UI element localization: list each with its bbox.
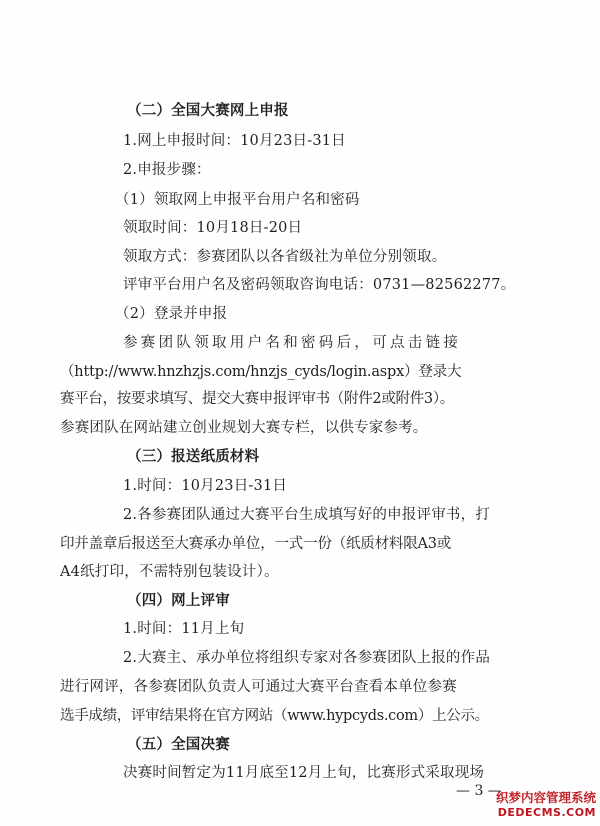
text-line: 选手成绩，评审结果将在官方网站（www.hypcyds.com）上公示。 [60, 708, 489, 724]
text-line: （2）登录并申报 [115, 306, 228, 322]
text-line: （1）领取网上申报平台用户名和密码 [115, 192, 360, 208]
text-line: 印并盖章后报送至大赛承办单位，一式一份（纸质材料限A3或 [60, 536, 452, 552]
section-heading-online-application: （二）全国大赛网上申报 [127, 102, 289, 119]
text-line: 1.网上申报时间：10月23日-31日 [123, 133, 346, 149]
text-line: 决赛时间暂定为11月底至12月上旬，比赛形式采取现场 [123, 765, 485, 781]
section-heading-paper-materials: （三）报送纸质材料 [127, 448, 260, 465]
text-line: 2.各参赛团队通过大赛平台生成填写好的申报评审书，打 [123, 507, 491, 523]
text-line: 参赛团队领取用户名和密码后，可点击链接 [123, 335, 462, 351]
section-heading-online-review: （四）网上评审 [127, 592, 230, 609]
text-line: A4纸打印，不需特别包装设计）。 [60, 564, 279, 580]
section-heading-national-final: （五）全国决赛 [127, 736, 230, 753]
text-line: 领取方式：参赛团队以各省级社为单位分别领取。 [123, 249, 447, 265]
text-line: 领取时间：10月18日-20日 [123, 220, 303, 236]
watermark-logo [484, 790, 596, 820]
text-line: 1.时间：10月23日-31日 [123, 478, 288, 494]
link-line: （http://www.hnzhzjs.com/hnzjs_cyds/login.aspx）登录大 [60, 364, 462, 380]
text-line: 进行网评，各参赛团队负责人可通过大赛平台查看本单位参赛 [60, 679, 457, 695]
text-line: 参赛团队在网站建立创业规划大赛专栏，以供专家参考。 [60, 420, 428, 436]
text-line: 1.时间：11月上旬 [123, 621, 245, 637]
text-line: 2.大赛主、承办单位将组织专家对各参赛团队上报的作品 [123, 650, 491, 666]
text-line: 2.申报步骤： [123, 162, 211, 178]
text-line: 评审平台用户名及密码领取咨询电话：0731—82562277。 [123, 277, 516, 293]
watermark-title: 织梦内容管理系统 [495, 790, 596, 805]
watermark-domain: DEDECMS.COM [497, 806, 596, 819]
page-number: — 3 — [456, 783, 502, 799]
text-line: 赛平台，按要求填写、提交大赛申报评审书（附件2或附件3）。 [60, 391, 454, 407]
